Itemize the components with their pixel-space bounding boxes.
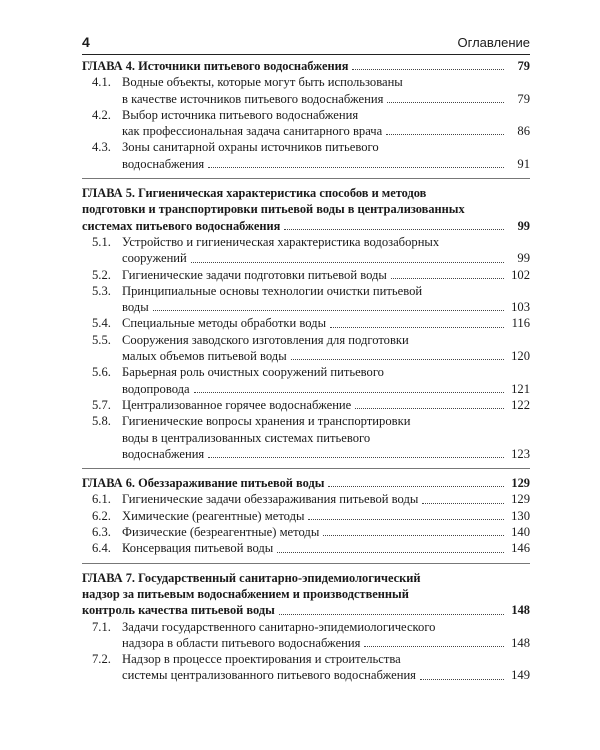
section-entry-line[interactable] — [82, 491, 530, 507]
section-number: 5.7. — [92, 397, 111, 412]
section-entry-line[interactable] — [82, 446, 530, 462]
section-number: 4.1. — [92, 75, 111, 90]
section-entry-line[interactable] — [82, 267, 530, 283]
section-entry-line[interactable] — [82, 299, 530, 315]
dot-leader — [422, 503, 504, 504]
dot-leader — [420, 679, 504, 680]
entry-text: Задачи государственного санитарно-эпидемиологического — [122, 619, 436, 634]
chapter-heading-line[interactable] — [82, 185, 530, 201]
page-ref: 103 — [511, 300, 530, 315]
section-entry-line[interactable] — [82, 250, 530, 266]
entry-text: Специальные методы обработки воды — [122, 316, 327, 331]
page-ref: 149 — [511, 668, 530, 683]
chapter-heading-line[interactable] — [82, 218, 530, 234]
section-entry-line[interactable] — [82, 540, 530, 556]
chapter-heading-line[interactable] — [82, 58, 530, 74]
entry-text: Зоны санитарной охраны источников питьевого — [122, 140, 379, 155]
dot-leader — [364, 646, 504, 647]
entry-text: сооружений — [122, 251, 187, 266]
dot-leader — [208, 167, 504, 168]
entry-text: водоснабжения — [122, 156, 205, 171]
chapter-block — [82, 468, 530, 556]
chapter-heading-line[interactable] — [82, 475, 530, 491]
dot-leader — [386, 134, 504, 135]
dot-leader — [208, 457, 504, 458]
page-ref: 86 — [517, 124, 530, 139]
entry-text: Гигиенические вопросы хранения и транспортировки — [122, 414, 411, 429]
dot-leader — [153, 310, 504, 311]
entry-text: Надзор в процессе проектирования и строительства — [122, 652, 401, 667]
page-ref: 91 — [517, 156, 530, 171]
entry-text: Водные объекты, которые могут быть использованы — [122, 75, 403, 90]
dot-leader — [279, 614, 504, 615]
chapter-block — [82, 563, 530, 684]
section-number: 4.2. — [92, 107, 111, 122]
page-ref: 148 — [511, 603, 530, 618]
section-number: 6.2. — [92, 508, 111, 523]
entry-text: Консервация питьевой воды — [122, 541, 274, 556]
dot-leader — [391, 278, 504, 279]
page-ref: 102 — [511, 267, 530, 282]
section-number: 5.8. — [92, 414, 111, 429]
entry-text: ГЛАВА 4. Источники питьевого водоснабжения — [82, 59, 349, 73]
entry-text: в качестве источников питьевого водоснабжения — [122, 91, 384, 106]
section-entry-line[interactable] — [82, 651, 530, 667]
section-entry-line[interactable] — [82, 91, 530, 107]
chapter-heading-line[interactable] — [82, 586, 530, 602]
section-entry-line[interactable] — [82, 413, 530, 429]
dot-leader — [291, 359, 504, 360]
entry-text: малых объемов питьевой воды — [122, 349, 287, 364]
section-entry-line[interactable] — [82, 348, 530, 364]
entry-text: водопровода — [122, 381, 190, 396]
entry-text: Химические (реагентные) методы — [122, 508, 305, 523]
dot-leader — [308, 519, 504, 520]
chapter-heading-line[interactable] — [82, 201, 530, 217]
entry-text: контроль качества питьевой воды — [82, 603, 275, 618]
entry-text: подготовки и транспортировки питьевой воды в централизованных — [82, 202, 465, 217]
section-number: 5.2. — [92, 267, 111, 282]
page-ref: 99 — [517, 218, 530, 233]
section-number: 5.4. — [92, 316, 111, 331]
chapter-block — [82, 58, 530, 172]
page-ref: 129 — [511, 492, 530, 507]
entry-text: Гигиенические задачи подготовки питьевой воды — [122, 267, 387, 282]
chapter-block — [82, 178, 530, 462]
section-number: 5.5. — [92, 332, 111, 347]
entry-text: Централизованное горячее водоснабжение — [122, 397, 352, 412]
entry-text: воды — [122, 300, 149, 315]
page-ref: 122 — [511, 397, 530, 412]
section-entry-line[interactable] — [82, 667, 530, 683]
section-entry-line[interactable] — [82, 524, 530, 540]
dot-leader — [355, 408, 504, 409]
entry-text: Сооружения заводского изготовления для подготовки — [122, 332, 409, 347]
dot-leader — [323, 535, 504, 536]
section-number: 7.2. — [92, 652, 111, 667]
section-entry-line[interactable] — [82, 397, 530, 413]
section-entry-line[interactable] — [82, 364, 530, 380]
section-entry-line[interactable] — [82, 332, 530, 348]
entry-text: водоснабжения — [122, 446, 205, 461]
section-entry-line[interactable] — [82, 107, 530, 123]
dot-leader — [194, 392, 504, 393]
running-title: Оглавление — [457, 35, 530, 50]
page-ref: 140 — [511, 525, 530, 540]
page-ref: 130 — [511, 508, 530, 523]
entry-text: как профессиональная задача санитарного врача — [122, 124, 383, 139]
entry-text: ГЛАВА 7. Государственный санитарно-эпидемиологический — [82, 570, 421, 585]
entry-text: Гигиенические задачи обеззараживания питьевой воды — [122, 492, 419, 507]
entry-text: Устройство и гигиеническая характеристика водозаборных — [122, 234, 440, 249]
page-ref: 129 — [511, 476, 530, 491]
page-ref: 123 — [511, 446, 530, 461]
page-ref: 79 — [517, 59, 530, 73]
entry-text: ГЛАВА 6. Обеззараживание питьевой воды — [82, 476, 325, 491]
page-ref: 99 — [517, 251, 530, 266]
section-number: 6.4. — [92, 541, 111, 556]
entry-text: ГЛАВА 5. Гигиеническая характеристика способов и методов — [82, 186, 427, 201]
running-header — [82, 32, 530, 55]
page-ref: 146 — [511, 541, 530, 556]
chapter-heading-line[interactable] — [82, 602, 530, 618]
page-ref: 121 — [511, 381, 530, 396]
section-number: 7.1. — [92, 619, 111, 634]
entry-text: Физические (безреагентные) методы — [122, 525, 320, 540]
page-ref: 120 — [511, 349, 530, 364]
page-ref: 148 — [511, 635, 530, 650]
dot-leader — [352, 69, 504, 70]
section-entry-line[interactable] — [82, 123, 530, 139]
section-number: 5.1. — [92, 234, 111, 249]
dot-leader — [191, 262, 504, 263]
dot-leader — [277, 552, 504, 553]
dot-leader — [387, 102, 504, 103]
dot-leader — [284, 229, 504, 230]
entry-text: воды в централизованных системах питьевого — [122, 430, 371, 445]
section-entry-line[interactable] — [82, 156, 530, 172]
section-entry-line[interactable] — [82, 381, 530, 397]
chapter-heading-line[interactable] — [82, 570, 530, 586]
section-number: 6.3. — [92, 525, 111, 540]
section-entry-line[interactable] — [82, 508, 530, 524]
page-ref: 79 — [517, 91, 530, 106]
entry-text: Выбор источника питьевого водоснабжения — [122, 107, 359, 122]
section-entry-line[interactable] — [82, 283, 530, 299]
section-entry-line[interactable] — [82, 619, 530, 635]
dot-leader — [330, 327, 504, 328]
section-entry-line[interactable] — [82, 74, 530, 90]
entry-text: системах питьевого водоснабжения — [82, 218, 281, 233]
section-entry-line[interactable] — [82, 139, 530, 155]
entry-text: системы централизованного питьевого водоснабжения — [122, 668, 416, 683]
section-entry-line[interactable] — [82, 635, 530, 651]
section-number: 5.6. — [92, 365, 111, 380]
page-ref: 116 — [511, 316, 530, 331]
section-entry-line[interactable] — [82, 234, 530, 250]
section-entry-line[interactable] — [82, 315, 530, 331]
page-number: 4 — [82, 34, 90, 50]
section-number: 5.3. — [92, 283, 111, 298]
entry-text: Принципиальные основы технологии очистки питьевой — [122, 283, 423, 298]
entry-text: Барьерная роль очистных сооружений питьевого — [122, 365, 384, 380]
dot-leader — [328, 486, 504, 487]
table-of-contents — [82, 58, 530, 690]
entry-text: надзор за питьевым водоснабжением и производственный — [82, 586, 409, 601]
section-number: 6.1. — [92, 492, 111, 507]
section-number: 4.3. — [92, 140, 111, 155]
section-entry-line[interactable] — [82, 430, 530, 446]
entry-text: надзора в области питьевого водоснабжения — [122, 635, 361, 650]
